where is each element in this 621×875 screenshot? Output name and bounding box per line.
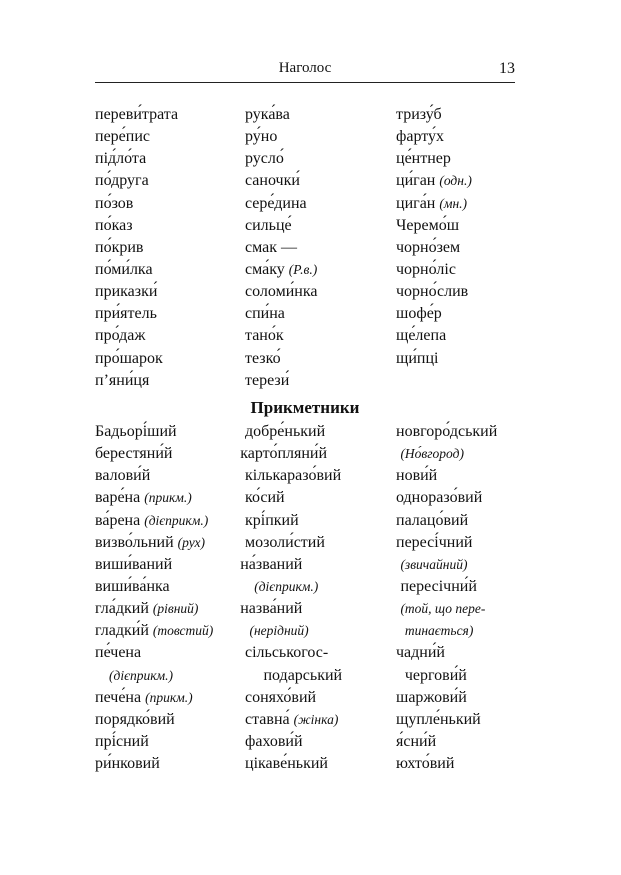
- word-text: нови́й: [396, 467, 438, 485]
- word-text: добре́нький: [245, 423, 326, 440]
- word-cell: [95, 465, 245, 487]
- word-text: валови́й: [95, 467, 151, 485]
- word-text: рука́ва: [245, 106, 290, 123]
- word-note: (рух): [177, 534, 206, 550]
- word-note: (звичайний): [400, 556, 468, 572]
- word-text: ри́нковий: [95, 755, 160, 773]
- word-row: [95, 348, 535, 370]
- word-cell: [95, 510, 245, 532]
- word-text: чергови́й: [404, 666, 467, 684]
- word-text: палацо́вий: [396, 511, 469, 529]
- word-text: п’яни́ця: [95, 371, 150, 389]
- word-cell: [400, 576, 535, 598]
- word-note: (той, що пере-: [400, 601, 486, 617]
- word-row: [95, 665, 535, 687]
- word-text: по́зов: [95, 194, 134, 212]
- word-text: мозоли́стий: [245, 533, 325, 551]
- word-text: пече́на: [95, 688, 142, 706]
- word-cell: [396, 281, 535, 303]
- word-row: [95, 325, 535, 347]
- word-cell: [245, 348, 396, 370]
- word-text: соломи́нка: [245, 283, 318, 301]
- word-cell: [95, 487, 245, 509]
- word-note: (нерідний): [249, 623, 309, 639]
- word-text: Черемо́ш: [396, 216, 460, 234]
- word-text: одноразо́вий: [396, 489, 483, 507]
- word-cell: [396, 510, 535, 532]
- word-cell: [396, 421, 535, 443]
- word-cell: [396, 370, 535, 392]
- word-cell: [95, 620, 235, 642]
- word-text: по́каз: [95, 216, 133, 234]
- word-cell: [396, 532, 535, 554]
- word-cell: [95, 687, 245, 709]
- nouns-word-list: [95, 104, 535, 392]
- word-cell: [95, 421, 245, 443]
- word-row: [95, 753, 535, 775]
- word-cell: [245, 687, 396, 709]
- word-text: цікаве́нький: [245, 755, 328, 773]
- word-cell: [245, 170, 396, 192]
- word-text: пересі́чний: [396, 533, 473, 551]
- word-text: пе́чена: [95, 644, 142, 662]
- word-text: по́крив: [95, 238, 144, 256]
- word-cell: [245, 325, 396, 347]
- word-cell: [95, 731, 245, 753]
- word-row: [95, 104, 535, 126]
- word-text: крі́пкий: [245, 511, 299, 529]
- word-row: [95, 259, 535, 281]
- word-text: чорно́ліс: [396, 260, 456, 278]
- word-text: під́ло́та: [95, 150, 147, 168]
- word-cell: [396, 348, 535, 370]
- word-cell: [240, 554, 386, 576]
- word-cell: [396, 642, 535, 664]
- word-text: виши́ваний: [95, 555, 173, 573]
- word-row: [95, 598, 535, 620]
- word-cell: [396, 237, 535, 259]
- word-row: [95, 303, 535, 325]
- word-cell: [95, 370, 245, 392]
- word-cell: [245, 259, 396, 281]
- word-row: [95, 709, 535, 731]
- word-text: ру́но: [245, 128, 278, 146]
- word-cell: [245, 709, 396, 731]
- word-text: при́ятель: [95, 305, 157, 323]
- word-text: визво́льний: [95, 533, 174, 551]
- word-cell: [396, 303, 535, 325]
- word-cell: [391, 620, 535, 642]
- word-text: про́даж: [95, 327, 146, 345]
- word-cell: [396, 193, 535, 215]
- word-text: фарту́х: [396, 128, 445, 146]
- word-cell: [245, 753, 396, 775]
- word-cell: [95, 665, 249, 687]
- word-cell: [396, 148, 535, 170]
- word-cell: [95, 709, 245, 731]
- word-note: (рівний): [152, 601, 199, 617]
- word-text: це́нтнер: [396, 150, 451, 168]
- word-text: цига́н: [396, 194, 436, 212]
- word-cell: [245, 193, 396, 215]
- word-cell: [396, 487, 535, 509]
- word-text: гла́дкий: [95, 600, 149, 618]
- word-cell: [245, 148, 396, 170]
- word-cell: [95, 104, 245, 126]
- page-number: 13: [499, 60, 515, 77]
- word-cell: [95, 126, 245, 148]
- word-row: [95, 687, 535, 709]
- word-text: сма́ку: [245, 260, 285, 278]
- word-cell: [245, 281, 396, 303]
- word-text: пере́пис: [95, 128, 150, 146]
- word-cell: [95, 281, 245, 303]
- word-cell: [245, 510, 396, 532]
- word-text: варе́на: [95, 489, 141, 507]
- word-text: спи́на: [245, 305, 285, 323]
- word-cell: [245, 370, 396, 392]
- word-cell: [386, 598, 535, 620]
- word-row: [95, 510, 535, 532]
- word-cell: [245, 487, 396, 509]
- word-row: [95, 370, 535, 392]
- word-row: [95, 465, 535, 487]
- word-text: по́друга: [95, 172, 149, 190]
- word-cell: [245, 237, 396, 259]
- word-cell: [240, 598, 386, 620]
- word-note: (прикм.): [144, 490, 192, 506]
- word-cell: [95, 753, 245, 775]
- word-cell: [95, 237, 245, 259]
- word-cell: [396, 709, 535, 731]
- word-note: (прикм.): [145, 689, 193, 705]
- word-note: (дієприкм.): [144, 512, 209, 528]
- word-cell: [245, 104, 396, 126]
- word-text: тезко́: [245, 349, 281, 367]
- word-cell: [95, 348, 245, 370]
- word-text: юхто́вий: [396, 755, 455, 773]
- word-note: (дієприкм.): [109, 667, 174, 683]
- word-text: про́шарок: [95, 349, 163, 367]
- word-cell: [245, 126, 396, 148]
- word-cell: [95, 642, 245, 664]
- word-note: тинається): [404, 623, 474, 639]
- word-text: приказки́: [95, 283, 158, 301]
- word-text: тризу́б: [396, 106, 442, 123]
- word-cell: [386, 554, 535, 576]
- word-text: по́ми́лка: [95, 260, 153, 278]
- word-row: [95, 532, 535, 554]
- word-row: [95, 620, 535, 642]
- word-note: (жінка): [293, 711, 339, 727]
- word-cell: [396, 259, 535, 281]
- word-text: ва́рена: [95, 511, 141, 529]
- word-cell: [396, 753, 535, 775]
- word-row: [95, 642, 535, 664]
- word-row: [95, 170, 535, 192]
- word-cell: [396, 126, 535, 148]
- word-cell: [95, 325, 245, 347]
- word-row: [95, 126, 535, 148]
- word-cell: [396, 170, 535, 192]
- word-row: [95, 281, 535, 303]
- word-text: новгоро́дський: [396, 423, 498, 440]
- word-row: [95, 443, 535, 465]
- word-text: ко́сий: [245, 489, 285, 507]
- word-cell: [240, 576, 400, 598]
- word-text: на́званий: [240, 555, 303, 573]
- word-text: ставна́: [245, 710, 290, 728]
- word-cell: [95, 148, 245, 170]
- word-note: (Но́вгород): [400, 446, 464, 462]
- word-text: кількаразо́вий: [245, 467, 342, 485]
- word-text: пересічни́й: [400, 577, 477, 595]
- word-row: [95, 215, 535, 237]
- word-text: шофе́р: [396, 305, 442, 323]
- word-text: саночки́: [245, 172, 300, 190]
- word-text: щупле́нький: [396, 710, 481, 728]
- word-text: терези́: [245, 371, 290, 389]
- word-text: щи́пці: [396, 349, 439, 367]
- word-text: соняхо́вий: [245, 688, 317, 706]
- word-text: назва́ний: [240, 600, 303, 618]
- word-note: (одн.): [439, 173, 472, 189]
- word-row: [95, 148, 535, 170]
- word-text: берестяни́й: [95, 445, 173, 463]
- word-note: (мн.): [439, 195, 468, 211]
- word-cell: [386, 443, 535, 465]
- word-row: [95, 731, 535, 753]
- word-cell: [95, 554, 240, 576]
- word-cell: [249, 665, 404, 687]
- word-text: фахови́й: [245, 732, 303, 750]
- word-cell: [396, 731, 535, 753]
- word-cell: [245, 421, 396, 443]
- word-text: ци́ган: [396, 172, 436, 190]
- word-text: карто́пляни́й: [240, 445, 328, 463]
- word-cell: [245, 303, 396, 325]
- word-cell: [95, 303, 245, 325]
- word-text: сере́дина: [245, 194, 307, 212]
- word-text: сільськогос-: [245, 644, 329, 662]
- word-text: тано́к: [245, 327, 284, 345]
- word-cell: [396, 325, 535, 347]
- running-title: Наголос: [278, 60, 332, 76]
- word-row: [95, 554, 535, 576]
- word-text: гладки́й: [95, 622, 149, 640]
- word-cell: [245, 465, 396, 487]
- word-cell: [95, 576, 240, 598]
- word-cell: [405, 665, 535, 687]
- word-text: сильце́: [245, 216, 292, 234]
- word-cell: [95, 532, 245, 554]
- word-cell: [95, 193, 245, 215]
- word-text: подарський: [263, 666, 343, 684]
- word-row: [95, 421, 535, 443]
- word-text: виши́ва́нка: [95, 577, 170, 595]
- word-cell: [245, 532, 396, 554]
- page-header: [95, 58, 515, 83]
- word-cell: [245, 731, 396, 753]
- word-text: русло́: [245, 150, 284, 168]
- word-text: прі́сний: [95, 732, 149, 750]
- word-text: переви́трата: [95, 106, 179, 123]
- word-note: (Р.в.): [288, 261, 318, 277]
- word-text: ще́лепа: [396, 327, 447, 345]
- word-text: порядко́вий: [95, 710, 175, 728]
- adjectives-word-list: [95, 421, 535, 775]
- word-cell: [95, 598, 240, 620]
- word-row: [95, 237, 535, 259]
- word-cell: [396, 465, 535, 487]
- word-cell: [95, 215, 245, 237]
- word-text: шаржови́й: [396, 688, 467, 706]
- word-row: [95, 576, 535, 598]
- word-note: (дієприкм.): [254, 578, 319, 594]
- word-text: чорно́зем: [396, 238, 461, 256]
- word-cell: [396, 687, 535, 709]
- word-text: Бадьорі́ший: [95, 423, 177, 440]
- word-cell: [235, 620, 390, 642]
- word-note: (товстий): [152, 623, 214, 639]
- word-row: [95, 487, 535, 509]
- word-cell: [240, 443, 386, 465]
- word-text: смак —: [245, 238, 297, 256]
- word-cell: [245, 215, 396, 237]
- word-row: [95, 193, 535, 215]
- word-cell: [95, 170, 245, 192]
- section-title-adjectives: Прикметники: [250, 398, 360, 417]
- word-text: чадни́й: [396, 644, 445, 662]
- word-text: чорно́слив: [396, 283, 469, 301]
- word-cell: [396, 104, 535, 126]
- word-cell: [245, 642, 396, 664]
- word-cell: [95, 259, 245, 281]
- word-cell: [396, 215, 535, 237]
- word-text: я́сни́й: [396, 732, 437, 750]
- word-cell: [95, 443, 240, 465]
